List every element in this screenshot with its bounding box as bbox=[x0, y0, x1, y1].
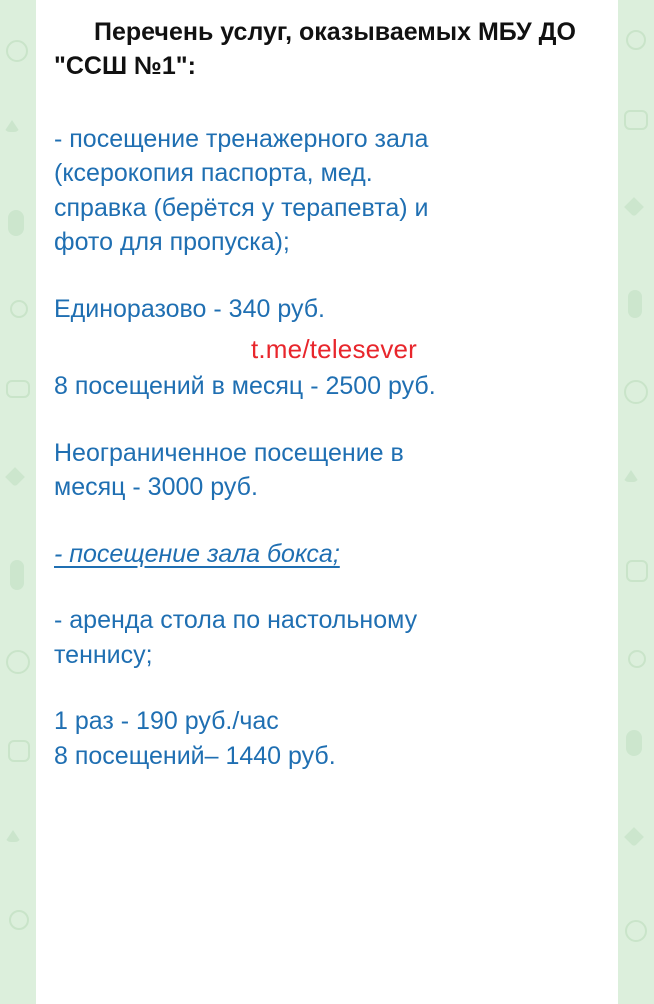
decorative-doodle bbox=[9, 910, 29, 930]
decorative-doodle bbox=[6, 40, 28, 62]
decorative-doodle bbox=[4, 120, 20, 132]
text-line: 8 посещений– 1440 руб. bbox=[54, 741, 336, 770]
decorative-doodle bbox=[624, 827, 644, 847]
price-table-tennis bbox=[54, 704, 600, 773]
text-line: - аренда стола по настольному bbox=[54, 606, 418, 634]
decorative-doodle bbox=[628, 290, 642, 318]
decorative-doodle bbox=[8, 740, 30, 762]
text-line: справка (берётся у терапевта) и bbox=[54, 193, 429, 222]
wallpaper-strip-left bbox=[0, 0, 36, 1004]
decorative-doodle bbox=[625, 920, 647, 942]
decorative-doodle bbox=[624, 197, 644, 217]
text-line: - посещение зала бокса; bbox=[54, 539, 340, 568]
decorative-doodle bbox=[6, 380, 30, 398]
decorative-doodle bbox=[624, 110, 648, 130]
decorative-doodle bbox=[626, 730, 642, 756]
text-line: (ксерокопия паспорта, мед. bbox=[54, 159, 373, 187]
decorative-doodle bbox=[623, 470, 639, 482]
document-page bbox=[36, 0, 618, 1004]
text-line: Единоразово - 340 руб. bbox=[54, 294, 325, 323]
text-line: фото для пропуска); bbox=[54, 228, 290, 256]
text-line: 1 раз - 190 руб./час bbox=[54, 707, 279, 735]
decorative-doodle bbox=[628, 650, 646, 668]
decorative-doodle bbox=[626, 30, 646, 50]
service-boxing-hall bbox=[54, 537, 600, 572]
decorative-doodle bbox=[8, 210, 24, 236]
text-line: месяц - 3000 руб. bbox=[54, 473, 258, 501]
decorative-doodle bbox=[5, 830, 21, 842]
price-single-visit bbox=[54, 292, 600, 327]
text-line: Неограниченное посещение в bbox=[54, 438, 404, 467]
decorative-doodle bbox=[10, 300, 28, 318]
decorative-doodle bbox=[10, 560, 24, 590]
price-unlimited bbox=[54, 436, 600, 505]
service-gym-visit bbox=[54, 122, 600, 260]
text-line: 8 посещений в месяц - 2500 руб. bbox=[54, 372, 436, 400]
price-eight-visits bbox=[54, 369, 600, 404]
decorative-doodle bbox=[5, 467, 25, 487]
watermark-link: t.me/telesever bbox=[250, 334, 418, 364]
text-line: теннису; bbox=[54, 640, 153, 669]
service-table-tennis-rent bbox=[54, 603, 600, 672]
decorative-doodle bbox=[626, 560, 648, 582]
text-line: - посещение тренажерного зала bbox=[54, 124, 429, 153]
wallpaper-strip-right bbox=[618, 0, 654, 1004]
page-title: Перечень услуг, оказываемых МБУ ДО "ССШ №1": bbox=[54, 18, 576, 80]
decorative-doodle bbox=[624, 380, 648, 404]
decorative-doodle bbox=[6, 650, 30, 674]
